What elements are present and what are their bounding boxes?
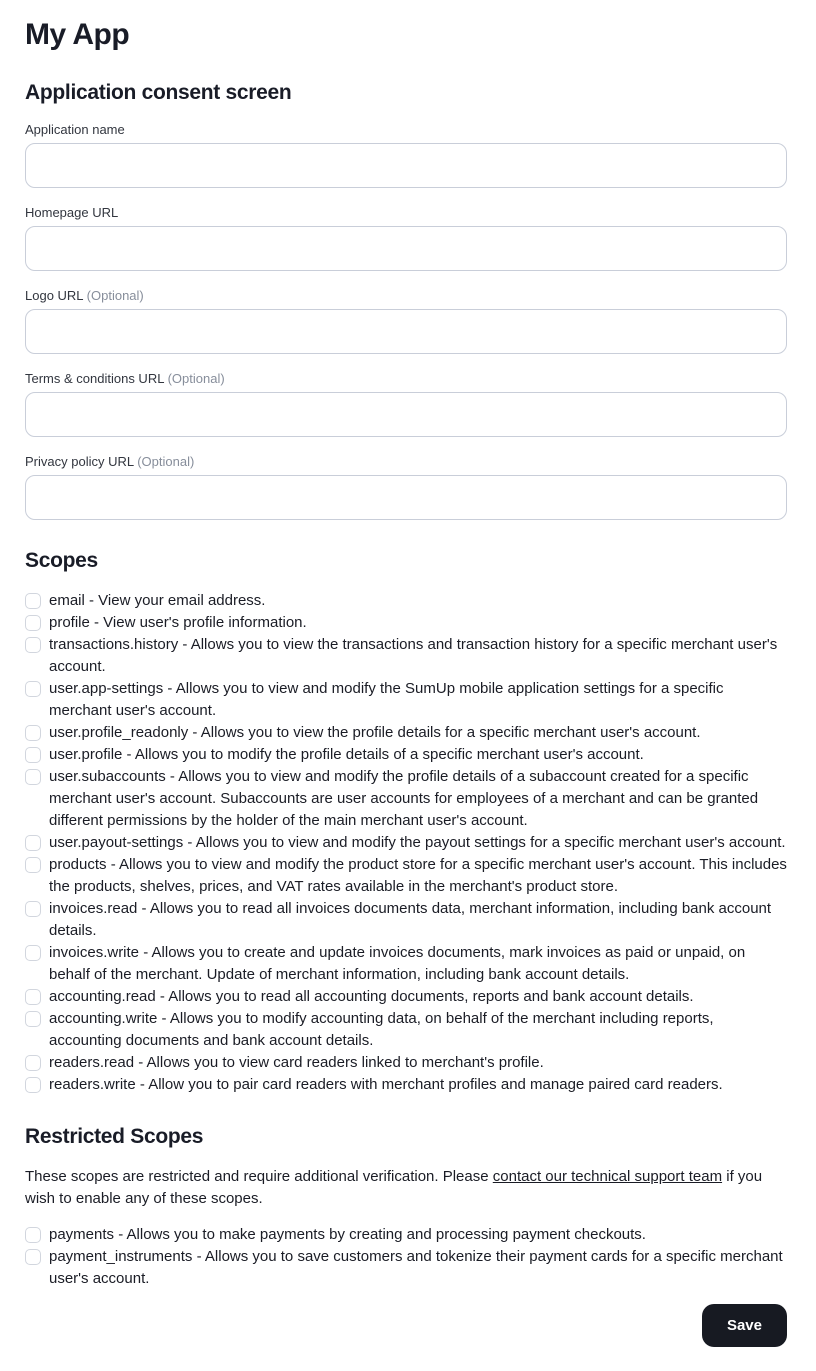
scope-item [25,722,787,744]
user.profile-checkbox[interactable] [25,747,41,763]
restricted-scopes-intro [25,1166,770,1210]
restricted-intro-before: These scopes are restricted and require additional verification. Please [25,1168,493,1185]
scope-item [25,1246,787,1290]
scope-label: user.app-settings - Allows you to view and modify the SumUp mobile application settings for a specific merchant user's account. [49,680,724,719]
scope-item [25,1224,787,1246]
field-label: Terms & conditions URL (Optional) [25,371,225,386]
scope-item [25,634,787,678]
page-title: My App [25,18,130,51]
scope-label: readers.read - Allows you to view card readers linked to merchant's profile. [49,1054,544,1071]
scopes-heading: Scopes [25,549,98,572]
scope-label: transactions.history - Allows you to view the transactions and transaction history for a specific merchant user's account. [49,636,778,675]
restricted-scopes-list [25,1224,787,1290]
field-label: Privacy policy URL (Optional) [25,454,195,469]
form-field [25,371,787,437]
email-checkbox[interactable] [25,593,41,609]
field-label: Homepage URL [25,205,119,220]
readers.read-checkbox[interactable] [25,1055,41,1071]
logo-url-input[interactable] [25,309,787,354]
scope-item [25,942,787,986]
scope-label: products - Allows you to view and modify the product store for a specific merchant user's account. This includes the products, shelves, prices, and VAT rates available in the merchant's product store. [49,856,787,895]
accounting.read-checkbox[interactable] [25,989,41,1005]
scope-label: profile - View user's profile information. [49,614,307,631]
scope-label: user.profile - Allows you to modify the profile details of a specific merchant user's account. [49,746,644,763]
scope-item [25,832,787,854]
support-link[interactable]: contact our technical support team [492,1168,723,1185]
invoices.read-checkbox[interactable] [25,901,41,917]
transactions.history-checkbox[interactable] [25,637,41,653]
scope-label: user.profile_readonly - Allows you to view the profile details for a specific merchant user's account. [49,724,701,741]
scope-item [25,1074,787,1096]
products-checkbox[interactable] [25,857,41,873]
field-label: Logo URL (Optional) [25,288,144,303]
profile-checkbox[interactable] [25,615,41,631]
scope-item [25,1052,787,1074]
scopes-list [25,590,787,1096]
payments-checkbox[interactable] [25,1227,41,1243]
readers.write-checkbox[interactable] [25,1077,41,1093]
scope-label: invoices.read - Allows you to read all invoices documents data, merchant information, including bank account details. [49,900,772,939]
restricted-scopes-heading: Restricted Scopes [25,1125,204,1148]
section-title: Application consent screen [25,81,292,104]
save-button[interactable]: Save [702,1304,787,1347]
restricted-intro-after: if you wish to enable any of these scopes. [25,1168,763,1207]
scope-label: payments - Allows you to make payments by creating and processing payment checkouts. [49,1226,646,1243]
scope-item [25,854,787,898]
scope-item [25,898,787,942]
form-field [25,205,787,271]
scope-label: invoices.write - Allows you to create and update invoices documents, mark invoices as paid or unpaid, on behalf of the merchant. Update of merchant information, including bank account details. [49,944,746,983]
user.subaccounts-checkbox[interactable] [25,769,41,785]
scope-label: user.payout-settings - Allows you to view and modify the payout settings for a specific merchant user's account. [49,834,786,851]
user.app-settings-checkbox[interactable] [25,681,41,697]
form-actions [25,1304,787,1347]
scope-item [25,612,787,634]
field-label: Application name [25,122,125,137]
optional-suffix: (Optional) [83,288,144,303]
scope-item [25,590,787,612]
payment_instruments-checkbox[interactable] [25,1249,41,1265]
optional-suffix: (Optional) [133,454,195,469]
form-field [25,122,787,188]
scope-item [25,1008,787,1052]
form-field [25,454,787,520]
scope-label: readers.write - Allow you to pair card readers with merchant profiles and manage paired card readers. [49,1076,723,1093]
invoices.write-checkbox[interactable] [25,945,41,961]
scope-label: payment_instruments - Allows you to save customers and tokenize their payment cards for a specific merchant user's account. [49,1248,783,1287]
accounting.write-checkbox[interactable] [25,1011,41,1027]
scope-label: email - View your email address. [49,592,266,609]
application-name-input[interactable] [25,143,787,188]
scope-label: accounting.write - Allows you to modify accounting data, on behalf of the merchant including reports, accounting documents and bank account details. [49,1010,714,1049]
form-field [25,288,787,354]
form-fields [25,122,787,520]
user.profile_readonly-checkbox[interactable] [25,725,41,741]
scope-item [25,678,787,722]
scope-label: accounting.read - Allows you to read all accounting documents, reports and bank account details. [49,988,694,1005]
scope-item [25,744,787,766]
scope-item [25,986,787,1008]
homepage-url-input[interactable] [25,226,787,271]
user.payout-settings-checkbox[interactable] [25,835,41,851]
privacy-policy-url-input[interactable] [25,475,787,520]
optional-suffix: (Optional) [163,371,225,386]
scope-item [25,766,787,832]
scope-label: user.subaccounts - Allows you to view and modify the profile details of a subaccount created for a specific merchant user's account. Subaccounts are user accounts for employees of a merchant and can be granted different permissions by the holder of the main merchant user's account. [49,768,759,829]
terms-conditions-url-input[interactable] [25,392,787,437]
